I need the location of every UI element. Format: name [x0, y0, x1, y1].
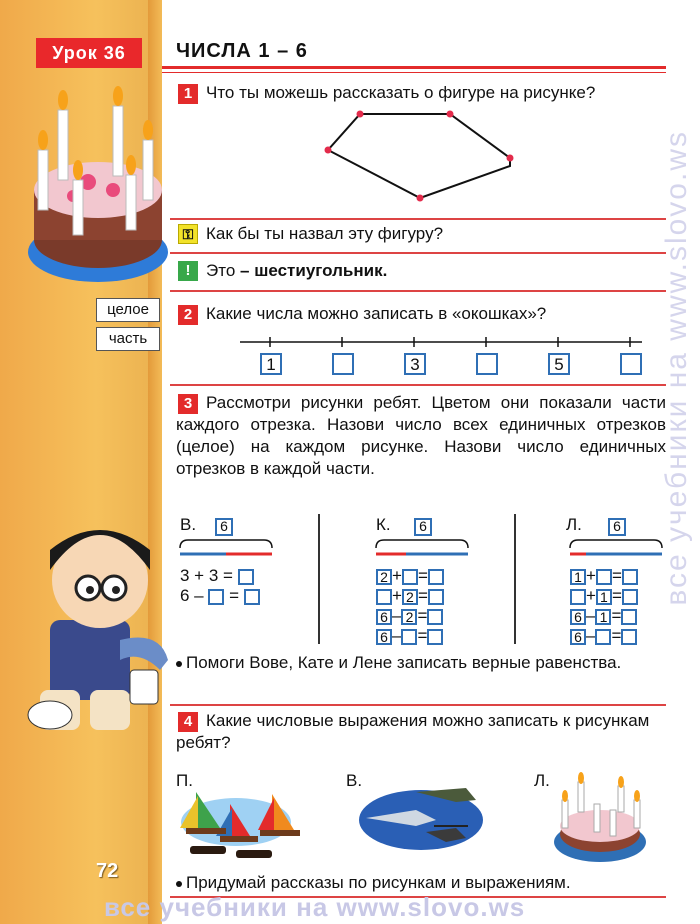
key-icon: ⚿ [178, 224, 198, 244]
equation-row [376, 626, 443, 646]
task3-footer [176, 652, 666, 674]
answer-box[interactable] [621, 629, 637, 645]
answer-box[interactable] [208, 589, 224, 605]
task3-footer-text: Помоги Вове, Кате и Лене записать верные равенства. [186, 653, 622, 672]
equals-sign: = [417, 606, 428, 625]
answer-box[interactable] [402, 569, 418, 585]
segment-diagram [566, 538, 666, 562]
task-number: 2 [178, 305, 198, 325]
equals-sign: = [611, 626, 622, 645]
panel-label: Л. [534, 771, 550, 790]
side-label-whole: целое [96, 298, 160, 322]
number-box[interactable]: 1 [260, 353, 282, 375]
segment-diagram [176, 538, 276, 562]
divider [170, 252, 666, 254]
equation-row [376, 586, 444, 606]
equals-sign: = [611, 566, 622, 585]
operator: – [586, 626, 596, 645]
divider [170, 290, 666, 292]
answer-box[interactable]: 1 [595, 609, 611, 625]
equals-sign: = [417, 586, 428, 605]
answer-text: – шестиугольник. [240, 261, 388, 280]
segment-diagram [372, 538, 472, 562]
task1-question: Как бы ты назвал эту фигуру? [206, 224, 444, 243]
equals-sign: = [611, 606, 622, 625]
equation-text: 6 – [180, 586, 204, 605]
task3-text: Рассмотри рисунки ребят. Цветом они показали части каждого отрезка. Назови число всех единичных отрезков (целое) на каждом рисунке. Назови число единичных отрезков в каждой части. [176, 393, 666, 478]
answer-box[interactable]: 1 [570, 569, 586, 585]
operator: + [586, 566, 596, 585]
page-title: ЧИСЛА 1 – 6 [176, 40, 308, 62]
answer-box[interactable]: 6 [376, 609, 392, 625]
operator: + [392, 566, 402, 585]
header-rule-thin [162, 72, 666, 73]
equation-row [180, 586, 260, 606]
operator: + [392, 586, 402, 605]
answer-box[interactable] [401, 629, 417, 645]
task-number: 4 [178, 712, 198, 732]
panel-label: К. [376, 515, 391, 534]
task2-text: Какие числа можно записать в «окошках»? [206, 304, 547, 323]
operator: – [586, 606, 596, 625]
cake-illustration [18, 70, 168, 290]
number-line [236, 336, 646, 348]
cake-candles-illustration [548, 770, 658, 866]
panel-divider [514, 514, 516, 644]
bullet [176, 881, 182, 887]
equation-text: 3 + 3 = [180, 566, 233, 585]
answer-box[interactable] [244, 589, 260, 605]
side-label-part: часть [96, 327, 160, 351]
task1-text: Что ты можешь рассказать о фигуре на рисунке? [206, 83, 596, 102]
panel-label: В. [346, 771, 363, 790]
equation-row [570, 586, 638, 606]
number-box[interactable]: 3 [404, 353, 426, 375]
task-number: 1 [178, 84, 198, 104]
total-box[interactable]: 6 [414, 518, 432, 536]
answer-box[interactable]: 2 [376, 569, 392, 585]
panel-label: В. [180, 515, 197, 534]
equation-row [570, 566, 638, 586]
answer-box[interactable]: 6 [570, 629, 586, 645]
equals-sign: = [611, 586, 622, 605]
answer-box[interactable] [596, 569, 612, 585]
exclamation-icon: ! [178, 261, 198, 281]
equals-sign: = [417, 566, 428, 585]
equation-row [180, 566, 254, 586]
operator: – [392, 626, 402, 645]
equals-sign: = [229, 586, 240, 605]
answer-box[interactable] [622, 569, 638, 585]
answer-prefix: Это [206, 261, 236, 280]
answer-box[interactable] [427, 609, 443, 625]
answer-box[interactable] [238, 569, 254, 585]
answer-box[interactable] [427, 629, 443, 645]
equation-row [376, 606, 443, 626]
total-box[interactable]: 6 [215, 518, 233, 536]
divider [170, 704, 666, 706]
header-rule [162, 66, 666, 69]
divider [170, 218, 666, 220]
answer-box[interactable]: 2 [401, 609, 417, 625]
answer-box[interactable] [570, 589, 586, 605]
total-box[interactable]: 6 [608, 518, 626, 536]
page-number: 72 [96, 860, 119, 882]
answer-box[interactable] [428, 589, 444, 605]
panel-label: П. [176, 771, 193, 790]
answer-box[interactable] [622, 589, 638, 605]
operator: – [392, 606, 402, 625]
operator: + [586, 586, 596, 605]
answer-box[interactable] [595, 629, 611, 645]
equals-sign: = [417, 626, 428, 645]
answer-box[interactable]: 2 [402, 589, 418, 605]
equation-row [570, 626, 637, 646]
panel-label: Л. [566, 515, 582, 534]
task4-footer [176, 872, 666, 894]
equation-row [570, 606, 637, 626]
planes-illustration [356, 780, 486, 860]
watermark-bottom: все учебники на www.slovo.ws [104, 892, 526, 922]
answer-box[interactable]: 1 [596, 589, 612, 605]
bullet [176, 661, 182, 667]
number-box[interactable] [476, 353, 498, 375]
answer-box[interactable]: 6 [570, 609, 586, 625]
boy-illustration [10, 510, 180, 740]
answer-box[interactable] [428, 569, 444, 585]
lesson-badge: Урок 36 [36, 38, 142, 68]
equation-row [376, 566, 444, 586]
task1-answer-line [206, 260, 387, 282]
answer-box[interactable] [621, 609, 637, 625]
number-box[interactable] [620, 353, 642, 375]
task4-footer-text: Придумай рассказы по рисункам и выражениям. [186, 873, 571, 892]
hexagon-figure [320, 106, 530, 216]
task-number: 3 [178, 394, 198, 414]
panel-divider [318, 514, 320, 644]
boats-illustration [176, 782, 306, 864]
task4-text: Какие числовые выражения можно записать к рисункам ребят? [176, 711, 650, 752]
watermark-vertical: все учебники на www.slovo.ws [660, 130, 693, 606]
answer-box[interactable] [376, 589, 392, 605]
number-box[interactable] [332, 353, 354, 375]
divider [170, 384, 666, 386]
answer-box[interactable]: 6 [376, 629, 392, 645]
number-box[interactable]: 5 [548, 353, 570, 375]
number-line-boxes [260, 353, 660, 377]
